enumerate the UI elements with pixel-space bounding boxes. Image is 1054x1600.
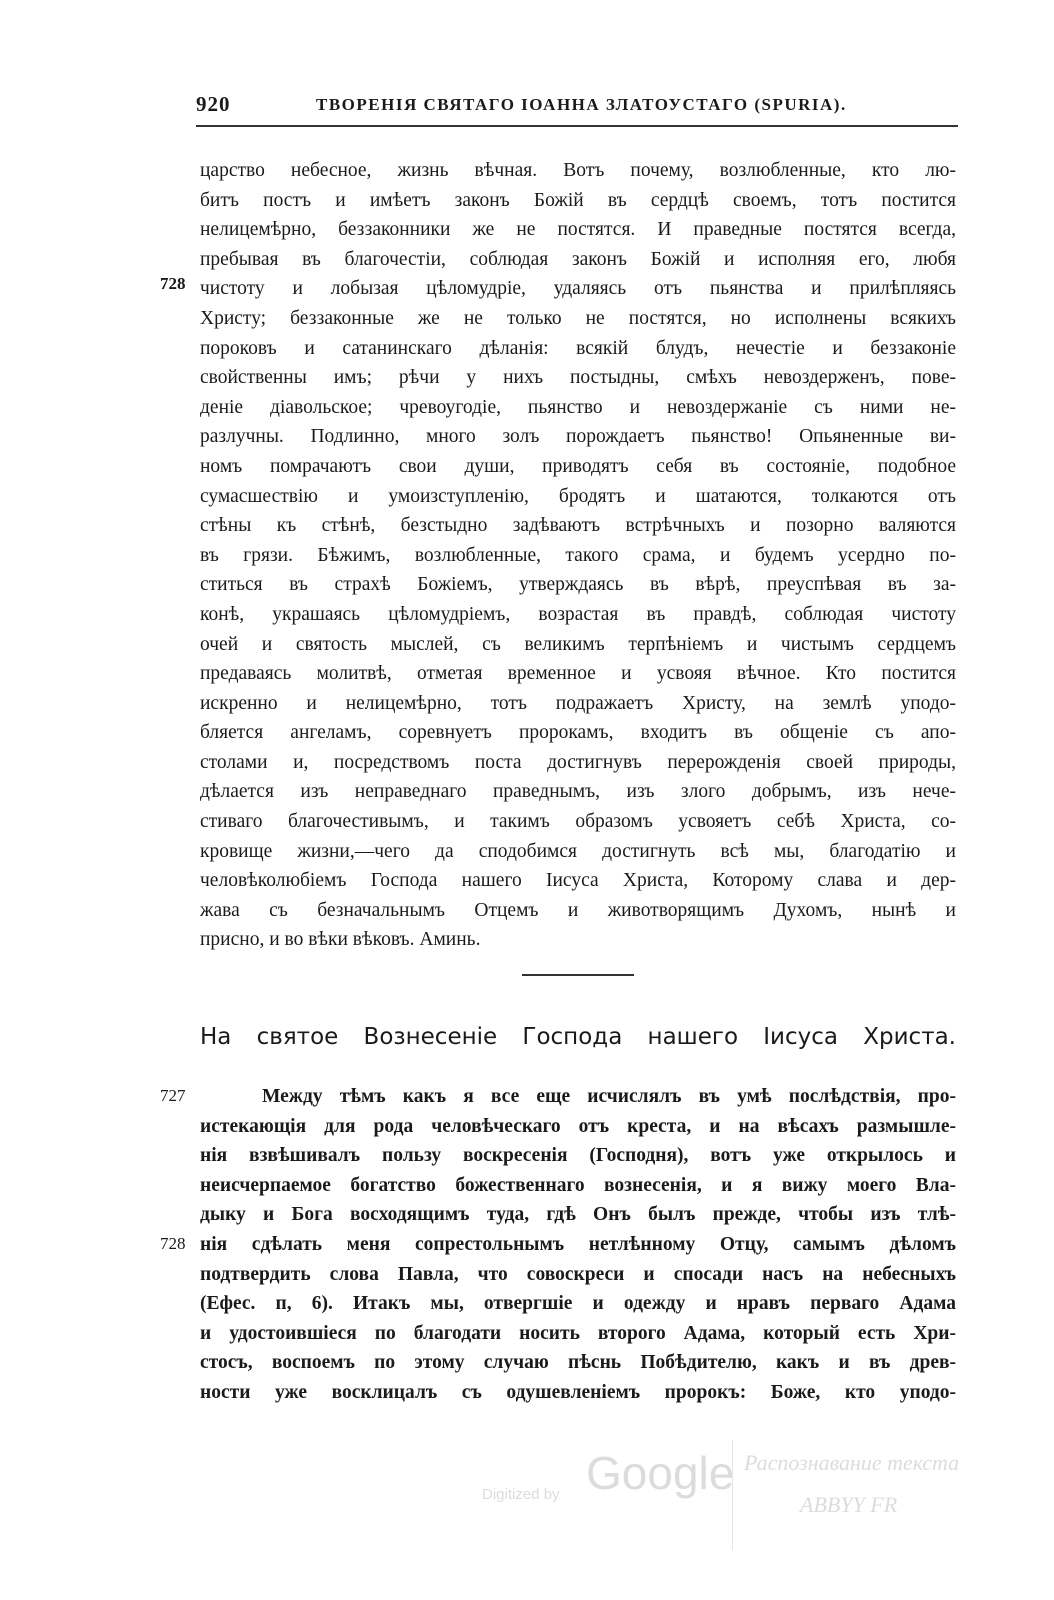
text-line: нія сдѣлать меня сопрестольнымъ нетлѣнному Отцу, самымъ дѣломъ <box>200 1233 956 1255</box>
text-line: деніе діавольское; чревоугодіе, пьянство и невоздержаніе съ ними не- <box>200 396 956 418</box>
text-line: номъ помрачаютъ свои души, приводятъ себя въ состояніе, подобное <box>200 455 956 477</box>
text-line: жава съ безначальнымъ Отцемъ и животворящимъ Духомъ, нынѣ и <box>200 899 956 921</box>
text-line: чистоту и лобызая цѣломудріе, удаляясь отъ пьянства и прилѣпляясь <box>200 278 956 300</box>
body-text-block <box>200 156 956 955</box>
scan-watermark <box>482 1440 1022 1550</box>
text-line: въ грязи. Бѣжимъ, возлюбленные, такого срама, и будемъ усердно по- <box>200 544 956 566</box>
page-number: 920 <box>196 92 231 116</box>
body-text-block <box>200 1082 956 1408</box>
text-line: (Ефес. п, 6). Итакъ мы, отвергшіе и одежду и нравъ перваго Адама <box>200 1293 956 1315</box>
text-line: кровище жизни,—чего да сподобимся достигнуть всѣ мы, благодатію и <box>200 840 956 862</box>
text-line: дыку и Бога восходящимъ туда, гдѣ Онъ былъ прежде, чтобы изъ тлѣ- <box>200 1204 956 1226</box>
text-line: нелицемѣрно, беззаконники же не постятся. И праведные постятся всегда, <box>200 219 956 241</box>
text-line: пороковъ и сатанинскаго дѣланія: всякій блудъ, нечестіе и беззаконіе <box>200 337 956 359</box>
text-line: стосъ, воспоемъ по этому случаю пѣснь Побѣдителю, какъ и въ древ- <box>200 1352 956 1374</box>
text-line: разлучны. Подлинно, много золъ порождаетъ пьянство! Опьяненные ви- <box>200 426 956 448</box>
text-line: битъ постъ и имѣетъ законъ Божій въ сердцѣ своемъ, тотъ постится <box>200 189 956 211</box>
page-header <box>196 92 958 122</box>
watermark-ocr-software: ABBYY FR <box>800 1492 898 1517</box>
watermark-digitized-by: Digitized by <box>482 1486 560 1503</box>
text-line: конѣ, украшаясь цѣломудріемъ, возрастая въ правдѣ, соблюдая чистоту <box>200 603 956 625</box>
text-line: ститься въ страхѣ Божіемъ, утверждаясь въ вѣрѣ, преуспѣвая въ за- <box>200 574 956 596</box>
text-line: дѣлается изъ неправеднаго праведнымъ, изъ злого добрымъ, изъ нече- <box>200 781 956 803</box>
text-line: бляется ангеламъ, соревнуетъ пророкамъ, входитъ въ общеніе съ апо- <box>200 722 956 744</box>
section-separator <box>522 974 634 976</box>
margin-number: 728 <box>160 1234 186 1253</box>
watermark-ocr-text: Распознавание текста <box>744 1450 960 1475</box>
text-line: пребывая въ благочестіи, соблюдая законъ Божій и исполняя его, любя <box>200 248 956 270</box>
running-title: ТВОРЕНІЯ СВЯТАГО ІОАННА ЗЛАТОУСТАГО (SPURIA). <box>316 95 847 114</box>
text-line: столами и, посредствомъ поста достигнувъ перерожденія своей природы, <box>200 751 956 773</box>
text-line: и удостоившіеся по благодати носить второго Адама, который есть Хри- <box>200 1322 956 1344</box>
watermark-google-logo: Google <box>586 1447 735 1499</box>
section-title: На святое Вознесеніе Господа нашего Іисуса Христа. <box>200 1024 956 1050</box>
text-line: Между тѣмъ какъ я все еще исчислялъ въ умѣ послѣдствія, про- <box>262 1086 956 1107</box>
text-line: свойственны имъ; рѣчи у нихъ постыдны, смѣхъ невоздерженъ, пове- <box>200 367 956 389</box>
text-line: человѣколюбіемъ Господа нашего Іисуса Христа, Которому слава и дер- <box>200 870 956 892</box>
text-line: неисчерпаемое богатство божественнаго вознесенія, и я вижу моего Вла- <box>200 1174 956 1196</box>
text-line: предаваясь молитвѣ, отметая временное и усвояя вѣчное. Кто постится <box>200 663 956 685</box>
text-line: стѣны къ стѣнѣ, безстыдно задѣваютъ встрѣчныхъ и позорно валяются <box>200 515 956 537</box>
text-line: нія взвѣшивалъ пользу воскресенія (Господня), вотъ уже открылось и <box>200 1145 956 1167</box>
watermark-divider <box>732 1440 733 1550</box>
text-line: очей и святость мыслей, съ великимъ терпѣніемъ и чистымъ сердцемъ <box>200 633 956 655</box>
text-line: подтвердить слова Павла, что совоскреси и спосади насъ на небесныхъ <box>200 1263 956 1285</box>
text-line: ности уже восклицалъ съ одушевленіемъ пророкъ: Боже, кто уподо- <box>200 1381 956 1403</box>
margin-number: 728 <box>160 274 186 293</box>
text-line: присно, и во вѣки вѣковъ. Аминь. <box>200 929 481 951</box>
text-line: истекающія для рода человѣческаго отъ креста, и на вѣсахъ размышле- <box>200 1115 956 1137</box>
header-rule <box>196 125 958 127</box>
text-line: искренно и нелицемѣрно, тотъ подражаетъ Христу, на землѣ уподо- <box>200 692 956 714</box>
margin-number: 727 <box>160 1086 186 1105</box>
text-line: Христу; беззаконные же не только не постятся, но исполнены всякихъ <box>200 307 956 329</box>
text-line: сумасшествію и умоизступленію, бродятъ и шатаются, толкаются отъ <box>200 485 956 507</box>
text-line: стиваго благочестивымъ, и такимъ образомъ усвояетъ себѣ Христа, со- <box>200 811 956 833</box>
text-line: царство небесное, жизнь вѣчная. Вотъ почему, возлюбленные, кто лю- <box>200 160 956 181</box>
